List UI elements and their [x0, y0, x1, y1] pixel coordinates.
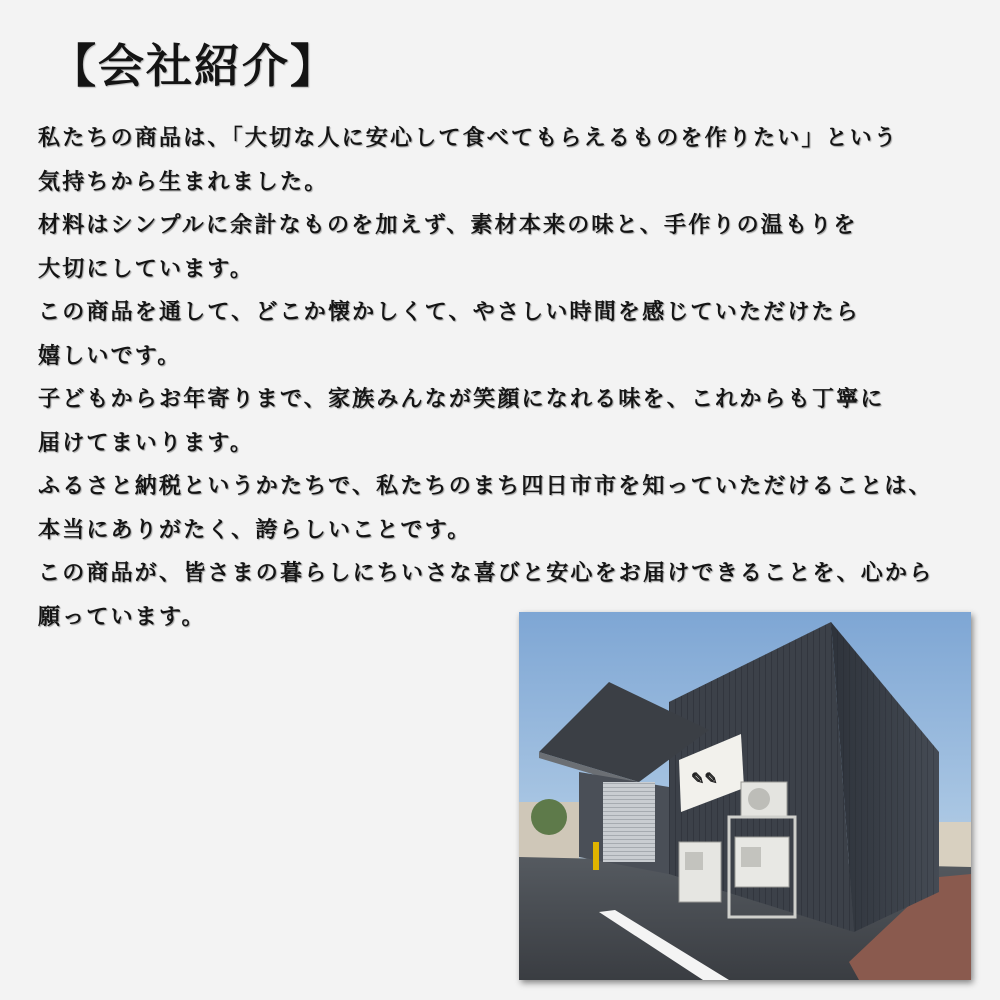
intro-text	[38, 117, 978, 639]
text-line: 気持ちから生まれました。	[38, 168, 329, 195]
text-line: 届けてまいります。	[38, 429, 255, 456]
text-line: 私たちの商品は、「大切な人に安心して食べてもらえるものを作りたい」という	[38, 125, 899, 151]
text-line: この商品が、皆さまの暮らしにちいさな喜びと安心をお届けできることを、心から	[38, 560, 934, 586]
text-line: ふるさと納税というかたちで、私たちのまち四日市市を知っていただけることは、	[38, 473, 933, 499]
text-line: 嬉しいです。	[38, 342, 182, 369]
text-line: 材料はシンプルに余計なものを加えず、素材本来の味と、手作りの温もりを	[38, 212, 858, 238]
svg-text:✎✎: ✎✎	[691, 769, 718, 788]
factory-building-photo	[519, 612, 971, 980]
text-line: この商品を通して、どこか懐かしくて、やさしい時間を感じていただけたら	[38, 299, 860, 325]
text-line: 子どもからお年寄りまで、家族みんなが笑顔になれる味を、これからも丁寧に	[38, 386, 885, 412]
text-line: 願っています。	[38, 603, 206, 630]
text-line: 本当にありがたく、誇らしいことです。	[38, 516, 472, 543]
page-title: 【会社紹介】	[50, 39, 338, 93]
text-line: 大切にしています。	[38, 255, 255, 282]
